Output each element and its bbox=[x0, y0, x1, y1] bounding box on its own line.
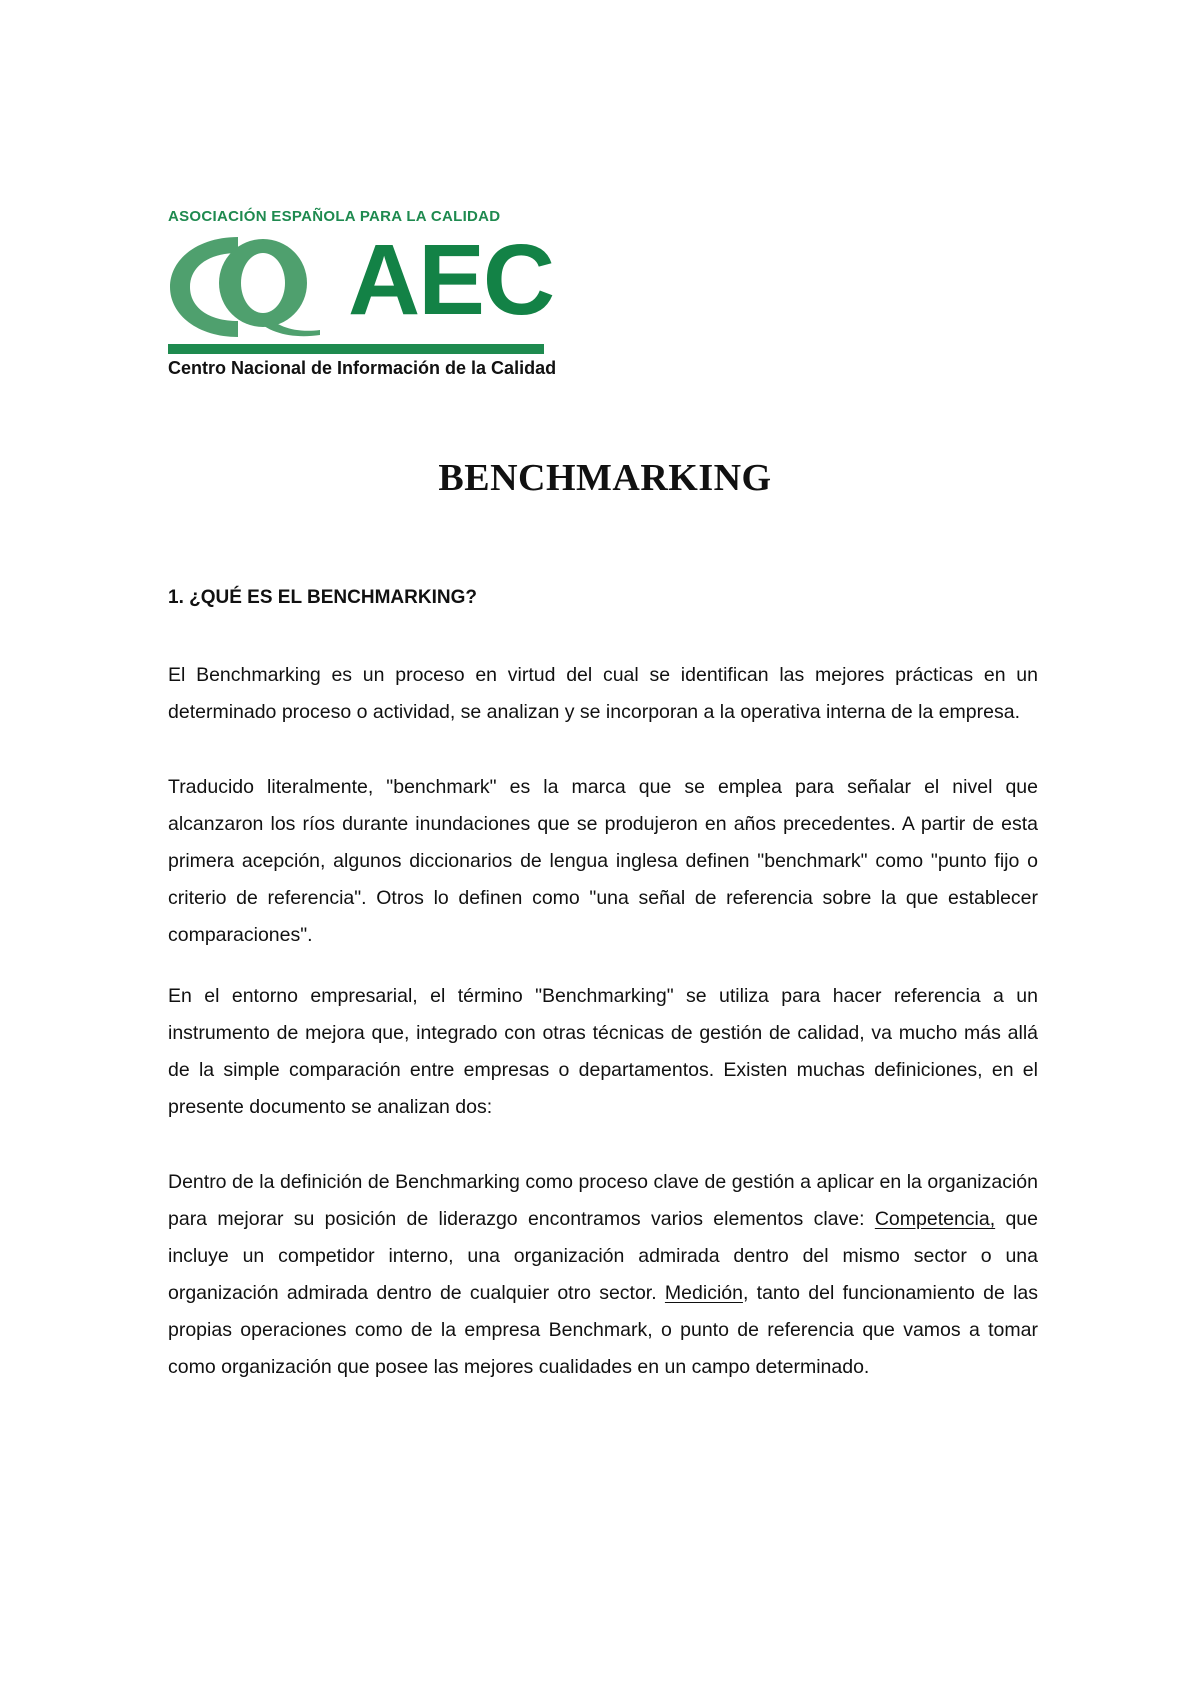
logo-org-name: ASOCIACIÓN ESPAÑOLA PARA LA CALIDAD bbox=[168, 208, 501, 225]
paragraph-4 bbox=[168, 1164, 1038, 1386]
page-title: BENCHMARKING bbox=[438, 457, 772, 499]
section-heading: 1. ¿QUÉ ES EL BENCHMARKING? bbox=[168, 587, 477, 608]
term-medicion: Medición bbox=[664, 1282, 743, 1304]
logo-center-name: Centro Nacional de Información de la Calidad bbox=[168, 358, 557, 378]
aec-logo bbox=[168, 208, 608, 379]
logo-mark bbox=[168, 224, 554, 340]
cq-emblem-icon bbox=[168, 235, 328, 340]
paragraph-4-text2: , tanto del funcionamiento de las propias operaciones como de la empresa Benchmark, o punto de referencia que vamos a tomar como organización que posee las mejores cualidades en un campo determinado. bbox=[168, 1282, 1038, 1378]
paragraph-1: El Benchmarking es un proceso en virtud del cual se identifican las mejores prácticas en un determinado proceso o actividad, se analizan y se incorporan a la operativa interna de la empresa. bbox=[168, 664, 1038, 723]
logo-divider bbox=[168, 344, 544, 354]
paragraph-2: Traducido literalmente, "benchmark" es la marca que se emplea para señalar el nivel que alcanzaron los ríos durante inundaciones que se produjeron en años precedentes. A partir de esta primera acepción, algunos diccionarios de lengua inglesa definen "benchmark" como "punto fijo o criterio de referencia". Otros lo definen como "una señal de referencia sobre la que establecer comparaciones". bbox=[168, 776, 1038, 946]
paragraph-4-text1: que incluye un competidor interno, una organización admirada dentro del mismo sector o una organización admirada dentro de cualquier otro sector. bbox=[168, 1208, 1038, 1304]
logo-acronym: AEC bbox=[348, 224, 554, 336]
term-competencia: Competencia, bbox=[874, 1208, 996, 1230]
paragraph-4-intro: Dentro de la definición de Benchmarking como proceso clave de gestión a aplicar en la organización para mejorar su posición de liderazgo encontramos varios elementos clave: bbox=[168, 1171, 1038, 1230]
document-body bbox=[168, 586, 1038, 1386]
paragraph-3: En el entorno empresarial, el término "Benchmarking" se utiliza para hacer referencia a un instrumento de mejora que, integrado con otras técnicas de gestión de calidad, va mucho más allá de la simple comparación entre empresas o departamentos. Existen muchas definiciones, en el presente documento se analizan dos: bbox=[168, 985, 1038, 1118]
